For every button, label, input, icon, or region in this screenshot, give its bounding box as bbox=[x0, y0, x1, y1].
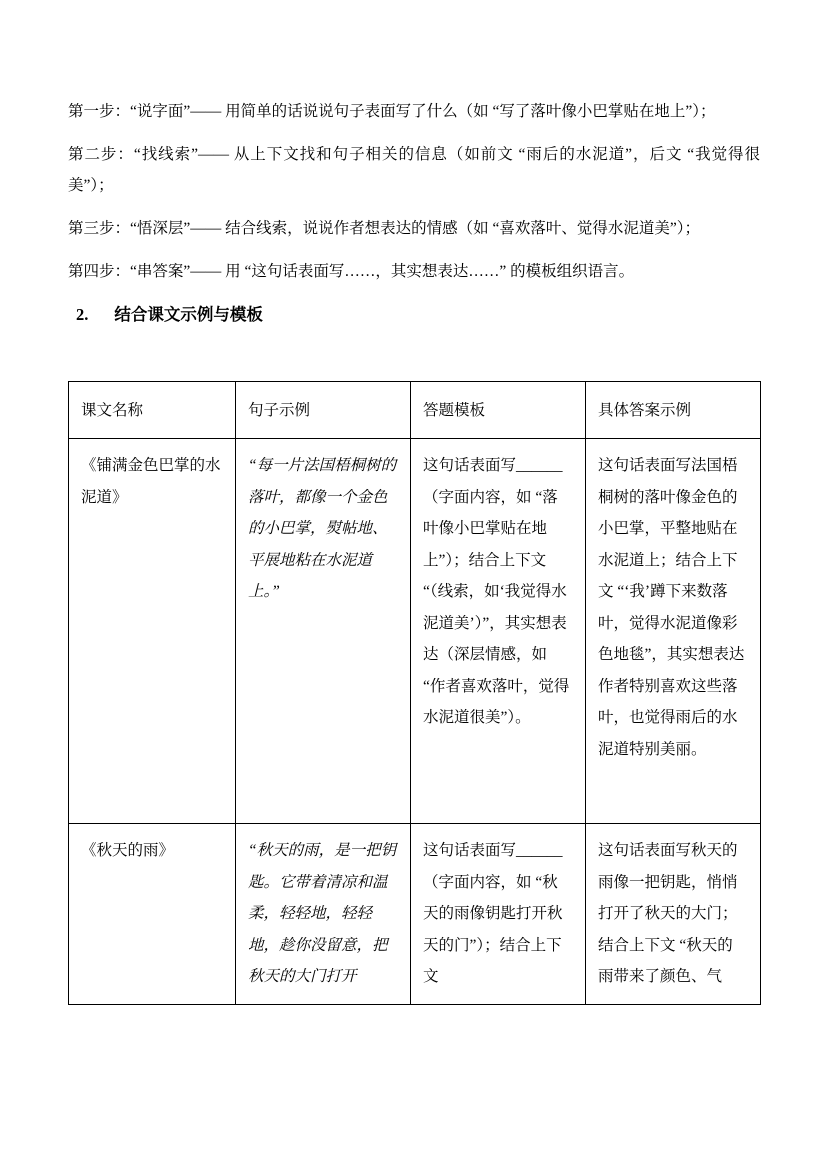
header-cell-answer-template: 答题模板 bbox=[411, 382, 586, 439]
header-cell-sentence-example: 句子示例 bbox=[236, 382, 411, 439]
section-heading bbox=[68, 299, 760, 330]
cell-answer-template: 这句话表面写______（字面内容，如 “落叶像小巴掌贴在地上”）；结合上下文 “（线索，如‘我觉得水泥道美’）”，其实想表达（深层情感，如 “作者喜欢落叶，觉得水泥道很美”）。 bbox=[411, 439, 586, 824]
course-example-table bbox=[68, 381, 761, 1005]
header-cell-lesson-name: 课文名称 bbox=[69, 382, 236, 439]
step-paragraph-4: 第四步：“串答案”—— 用 “这句话表面写……，其实想表达……” 的模板组织语言。 bbox=[68, 263, 635, 280]
cell-sentence-example: “每一片法国梧桐树的落叶，都像一个金色的小巴掌，熨帖地、平展地粘在水泥道上。” bbox=[236, 439, 411, 824]
section-heading-number: 2. bbox=[76, 305, 89, 324]
step-paragraph-2: 第二步：“找线索”—— 从上下文找和句子相关的信息（如前文 “雨后的水泥道”，后文 “我觉得很美”）； bbox=[68, 146, 760, 194]
table-row bbox=[69, 824, 761, 1005]
cell-lesson-name: 《秋天的雨》 bbox=[69, 824, 236, 1005]
cell-specific-answer: 这句话表面写秋天的雨像一把钥匙，悄悄打开了秋天的大门；结合上下文 “秋天的雨带来了颜色、气 bbox=[586, 824, 761, 1005]
header-cell-specific-answer: 具体答案示例 bbox=[586, 382, 761, 439]
table-row bbox=[69, 439, 761, 824]
step-paragraph-3: 第三步：“悟深层”—— 结合线索，说说作者想表达的情感（如 “喜欢落叶、觉得水泥道美”）； bbox=[68, 220, 701, 237]
section-heading-text: 结合课文示例与模板 bbox=[114, 305, 263, 324]
cell-lesson-name: 《铺满金色巴掌的水泥道》 bbox=[69, 439, 236, 824]
cell-specific-answer: 这句话表面写法国梧桐树的落叶像金色的小巴掌，平整地贴在水泥道上；结合上下文 “‘我’蹲下来数落叶，觉得水泥道像彩色地毯”，其实想表达作者特别喜欢这些落叶，也觉得雨后的水泥道特别美丽。 bbox=[586, 439, 761, 824]
table-header-row bbox=[69, 382, 761, 439]
step-paragraph-1: 第一步：“说字面”—— 用简单的话说说句子表面写了什么（如 “写了落叶像小巴掌贴在地上”）； bbox=[68, 103, 716, 120]
cell-answer-template: 这句话表面写______（字面内容，如 “秋天的雨像钥匙打开秋天的门”）；结合上下文 bbox=[411, 824, 586, 1005]
cell-sentence-example: “秋天的雨，是一把钥匙。它带着清凉和温柔，轻轻地，轻轻地，趁你没留意，把秋天的大门打开 bbox=[236, 824, 411, 1005]
